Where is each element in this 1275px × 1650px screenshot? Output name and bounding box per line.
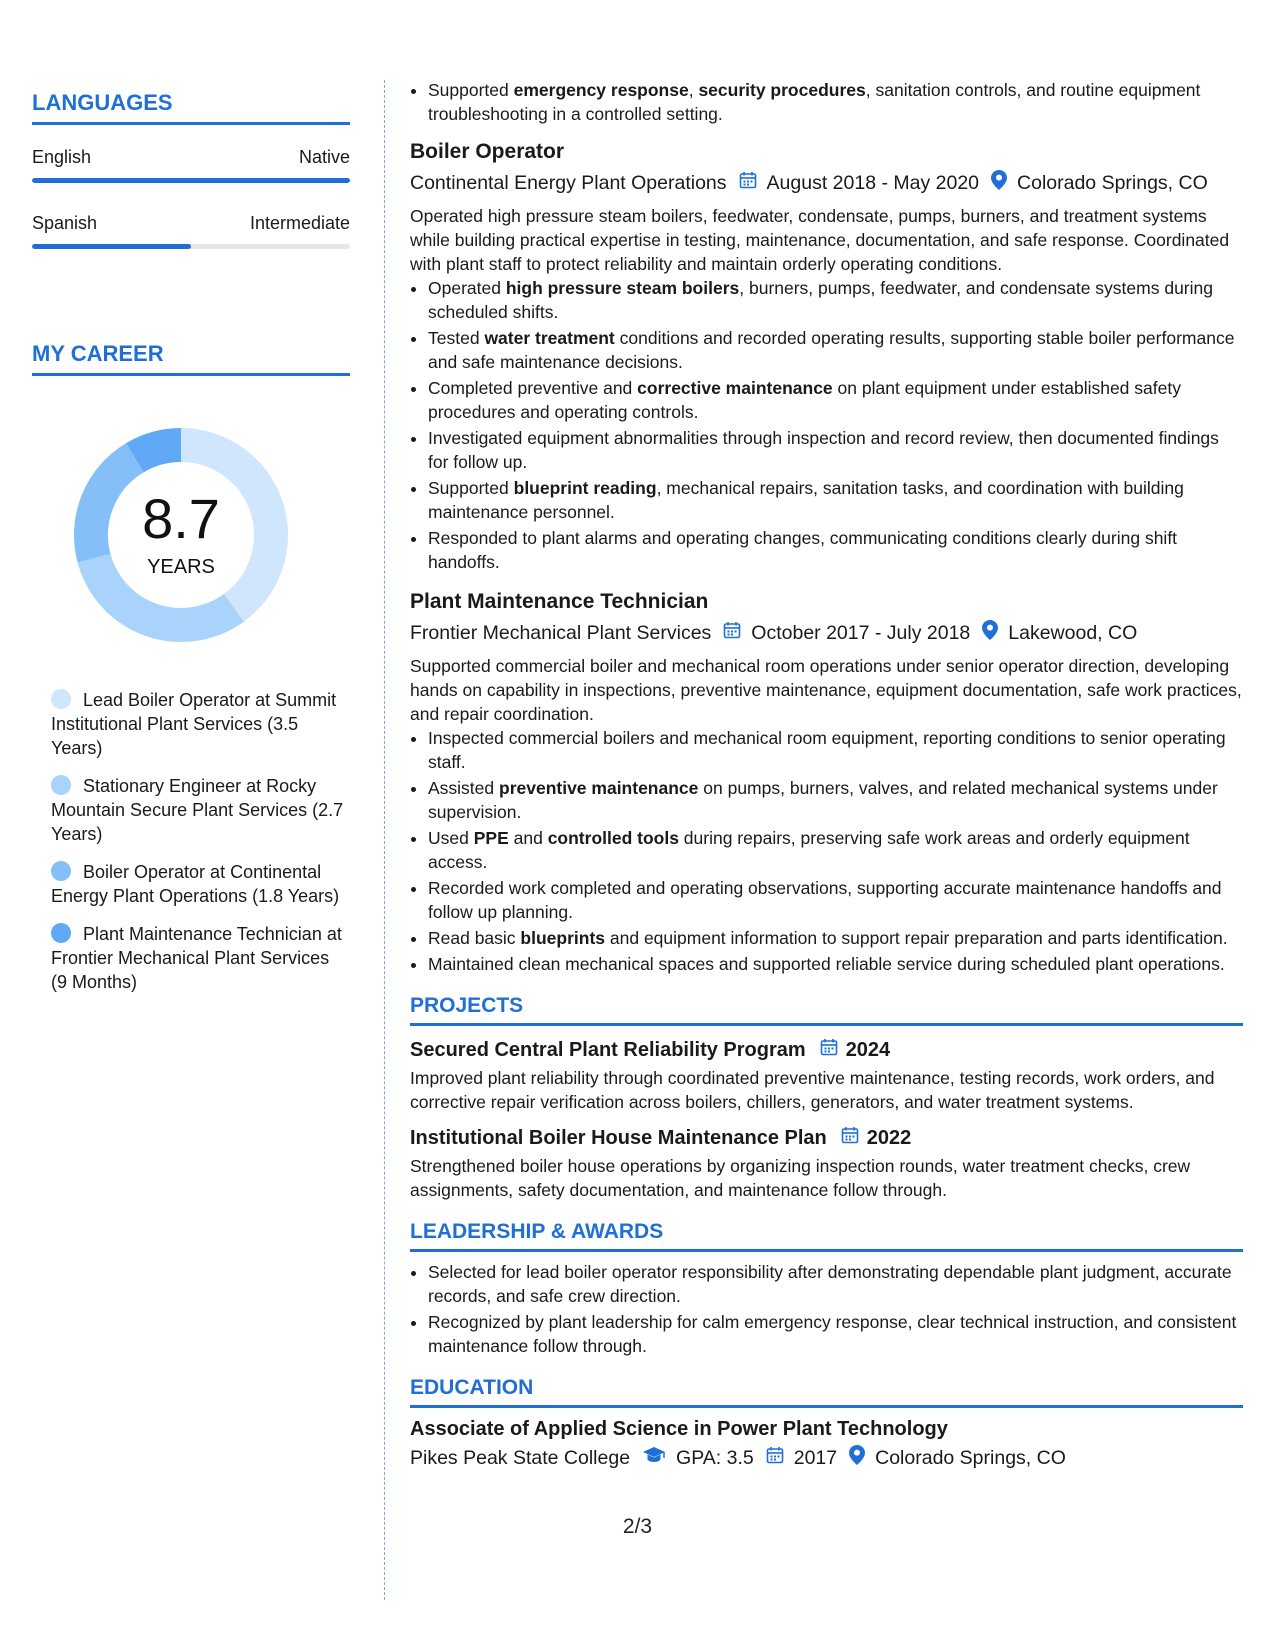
legend-label: Plant Maintenance Technician at Frontier Mechanical Plant Services (9 Months) [51,924,342,992]
bullet-item [428,376,1243,424]
language-name: Spanish [32,213,98,233]
legend-dot [51,861,71,881]
projects-heading: PROJECTS [410,994,1243,1026]
text: Tested [428,328,485,348]
bullet-item [428,826,1243,874]
legend-item [51,922,350,994]
text: , [688,80,699,100]
bullet-item [428,776,1243,824]
graduation-year: 2017 [793,1446,838,1469]
bullet-item [428,876,1243,924]
job-bullets [410,726,1243,976]
gpa: GPA: 3.5 [676,1446,754,1469]
legend-dot [51,689,71,709]
bullet-item [428,952,1243,976]
languages-heading: LANGUAGES [32,90,350,125]
bold-text: PPE [473,828,509,848]
job-meta [410,170,1243,196]
bullet-item [428,726,1243,774]
text: Investigated equipment abnormalities through inspection and record review, then documented findings for follow up. [428,428,1219,472]
text: and [508,828,548,848]
calendar-icon [841,1126,859,1150]
text: , burners, pumps, feedwater, and condensate systems during scheduled shifts. [428,278,1213,322]
project-title: Institutional Boiler House Maintenance Plan [410,1126,827,1149]
main-column [410,78,1243,1471]
legend-label: Lead Boiler Operator at Summit Institutional Plant Services (3.5 Years) [51,690,337,758]
donut-segment-3 [135,445,181,458]
text: Inspected commercial boilers and mechanical room equipment, reporting conditions to senior operating staff. [428,728,1226,772]
job-title: Boiler Operator [410,140,565,163]
bullet-item [428,526,1243,574]
legend-item [51,860,350,908]
language-level: Native [298,147,350,167]
text: Maintained clean mechanical spaces and supported reliable service during scheduled plant operations. [428,954,1225,974]
text: Supported [428,478,514,498]
calendar-icon [820,1038,838,1062]
career-donut-chart [66,420,296,650]
legend-label: Boiler Operator at Continental Energy Plant Operations (1.8 Years) [51,862,340,906]
legend-dot [51,923,71,943]
career-years-unit: YEARS [147,556,215,578]
column-divider [384,80,385,1600]
bold-text: blueprint reading [513,478,657,498]
project-description: Improved plant reliability through coordinated preventive maintenance, testing records, work orders, and corrective repair verification across boilers, chillers, generators, and water treatment systems. [410,1068,1215,1112]
legend-item [51,688,350,760]
company-name: Frontier Mechanical Plant Services [410,621,712,644]
bold-text: controlled tools [547,828,679,848]
bullet-item [428,276,1243,324]
language-english [32,147,350,168]
text: Assisted [428,778,499,798]
job-bullets [410,276,1243,574]
legend-label: Stationary Engineer at Rocky Mountain Secure Plant Services (2.7 Years) [51,776,344,844]
bullet-item [428,476,1243,524]
career-legend [51,688,350,994]
awards-heading: LEADERSHIP & AWARDS [410,1220,1243,1252]
bold-text: water treatment [484,328,615,348]
project-year: 2024 [845,1038,891,1061]
sidebar [32,90,350,1008]
location-pin-icon [982,620,998,646]
text: Operated [428,278,506,298]
text: during repairs, preserving safe work areas and orderly equipment access. [428,828,1190,872]
job-meta [410,620,1243,646]
bullet-item: • Selected for lead boiler operator responsibility after demonstrating dependable plant judgment, accurate records, and safe crew direction. [428,1260,1243,1308]
calendar-icon [723,621,741,645]
bullet-item [428,326,1243,374]
awards-bullets [410,1260,1243,1358]
text: Recorded work completed and operating observations, supporting accurate maintenance handoffs and follow up planning. [428,878,1222,922]
text: on plant equipment under established safety procedures and operating controls. [428,378,1181,422]
language-level-fill [32,244,191,249]
job-summary: Supported commercial boiler and mechanical room operations under senior operator direction, developing hands on capability in inspections, preventive maintenance, equipment documentation, safe work practices, and repair coordination. [410,656,1242,724]
school-location: Colorado Springs, CO [875,1446,1066,1469]
text: Supported [428,80,514,100]
text: Used [428,828,474,848]
language-level: Intermediate [249,213,350,233]
location-pin-icon [991,170,1007,196]
degree-title: Associate of Applied Science in Power Plant Technology [410,1418,948,1440]
bullet-item [428,926,1243,950]
school-name: Pikes Peak State College [410,1446,631,1469]
bold-text: blueprints [520,928,606,948]
language-name: English [32,147,92,167]
bullet-item [428,78,1243,126]
text: and equipment information to support repair preparation and parts identification. [605,928,1228,948]
legend-item [51,774,350,846]
job-location: Colorado Springs, CO [1017,171,1208,194]
project-title: Secured Central Plant Reliability Program [410,1038,806,1061]
job-dates: August 2018 - May 2020 [766,171,980,194]
education-meta [410,1445,1243,1471]
text: , mechanical repairs, sanitation tasks, and coordination with building maintenance personnel. [428,478,1184,522]
bullet-item: • Recognized by plant leadership for calm emergency response, clear technical instruction, and consistent maintenance follow through. [428,1310,1243,1358]
job-dates: October 2017 - July 2018 [751,621,971,644]
language-spanish [32,213,350,234]
continued-bullets [410,78,1243,126]
project-title-row [410,1126,1243,1150]
page-number: 2/3 [622,1515,653,1538]
text: Read basic [428,928,521,948]
graduation-cap-icon [642,1446,666,1470]
company-name: Continental Energy Plant Operations [410,171,727,194]
bold-text: high pressure steam boilers [505,278,740,298]
text: conditions and recorded operating results, supporting stable boiler performance and safe maintenance decisions. [428,328,1235,372]
bold-text: security procedures [698,80,866,100]
job-location: Lakewood, CO [1008,621,1138,644]
calendar-icon [739,171,757,195]
project-title-row [410,1038,1243,1062]
language-level-bar [32,178,350,183]
language-level-fill [32,178,350,183]
location-pin-icon [849,1445,865,1471]
language-level-bar [32,244,350,249]
text: Completed preventive and [428,378,638,398]
education-heading: EDUCATION [410,1376,1243,1408]
bold-text: emergency response [513,80,689,100]
calendar-icon [766,1446,784,1470]
bold-text: preventive maintenance [499,778,699,798]
career-total-years: 8.7 [142,487,220,550]
legend-dot [51,775,71,795]
bold-text: corrective maintenance [637,378,833,398]
project-year: 2022 [866,1126,912,1149]
text: Responded to plant alarms and operating changes, communicating conditions clearly during shift handoffs. [428,528,1178,572]
career-heading: MY CAREER [32,341,350,376]
job-title: Plant Maintenance Technician [410,590,709,613]
job-summary: Operated high pressure steam boilers, feedwater, condensate, pumps, burners, and treatment systems while building practical expertise in testing, maintenance, documentation, and safe response. Coordinated with plant staff to protect reliability and maintain orderly operating conditions. [410,206,1230,274]
project-description: Strengthened boiler house operations by organizing inspection rounds, water treatment checks, crew assignments, safety documentation, and maintenance follow through. [410,1156,1191,1200]
text: on pumps, burners, valves, and related mechanical systems under supervision. [428,778,1218,822]
text: , sanitation controls, and routine equipment troubleshooting in a controlled setting. [428,80,1201,124]
bullet-item [428,426,1243,474]
